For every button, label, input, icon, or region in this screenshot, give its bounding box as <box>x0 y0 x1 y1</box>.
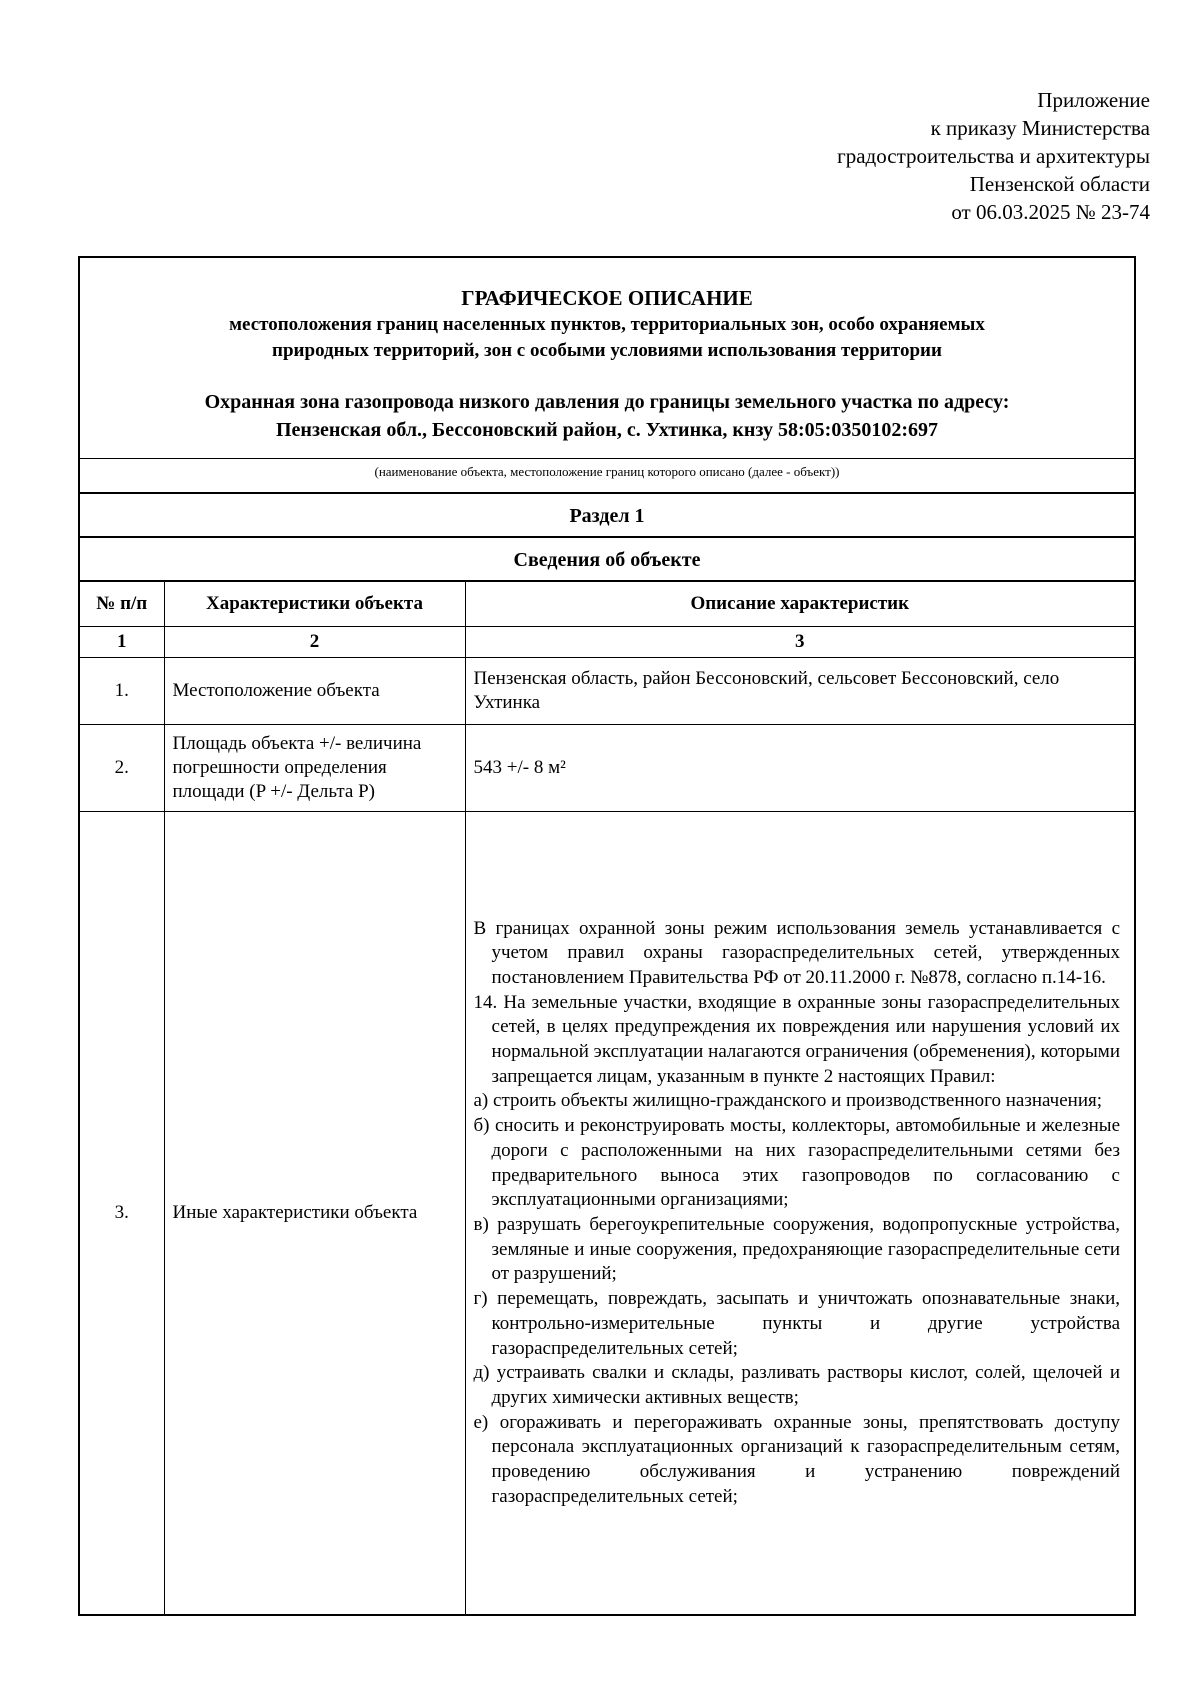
appendix-line: от 06.03.2025 № 23-74 <box>951 200 1150 224</box>
description-paragraph: 14. На земельные участки, входящие в охранные зоны газораспределительных сетей, в целях предупреждения их повреждения или нарушения условий их нормальной эксплуатации налагаются ограничения (обременения), которыми запрещается лицам, указанным в пункте 2 настоящих Правил: <box>473 991 1120 1087</box>
row-characteristic: Площадь объекта +/- величина погрешности определения площади (P +/- Дельта P) <box>164 725 465 812</box>
row-number: 1. <box>80 658 164 725</box>
section-title: Раздел 1 <box>80 492 1134 536</box>
row-number: 3. <box>80 812 164 1615</box>
description-paragraph: в) разрушать берегоукрепительные сооружения, водопропускные устройства, земляные и иные сооружения, предохраняющие газораспределительные сети от разрушений; <box>473 1214 1120 1285</box>
description-paragraph: г) перемещать, повреждать, засыпать и уничтожать опознавательные знаки, контрольно-измерительные пункты и другие устройства газораспределительных сетей; <box>473 1288 1120 1359</box>
appendix-line: Пензенской области <box>969 172 1150 196</box>
characteristics-table <box>80 580 1134 1614</box>
object-name-line: Пензенская обл., Бессоновский район, с. Ухтинка, кнзу 58:05:0350102:697 <box>276 419 938 441</box>
description-paragraph: В границах охранной зоны режим использования земель устанавливается с учетом правил охраны газораспределительных сетей, утвержденных постановлением Правительства РФ от 20.11.2000 г. №878, согласно п.14-16. <box>473 917 1120 988</box>
column-header: № п/п <box>80 581 164 627</box>
object-name-line: Охранная зона газопровода низкого давления до границы земельного участка по адресу: <box>204 391 1010 413</box>
column-number: 2 <box>164 627 465 658</box>
appendix-block <box>837 86 1150 226</box>
document-frame <box>78 256 1136 1616</box>
object-caption: (наименование объекта, местоположение границ которого описано (далее - объект)) <box>80 458 1134 492</box>
row-number: 2. <box>80 725 164 812</box>
column-number-row <box>80 627 1134 658</box>
document-subtitle-line: местоположения границ населенных пунктов, территориальных зон, особо охраняемых <box>229 314 985 335</box>
document-title: ГРАФИЧЕСКОЕ ОПИСАНИЕ <box>461 286 753 310</box>
description-paragraph: д) устраивать свалки и склады, разливать растворы кислот, солей, щелочей и других химически активных веществ; <box>473 1362 1120 1408</box>
object-name <box>80 388 1134 444</box>
table-row <box>80 812 1134 1615</box>
table-header-row <box>80 581 1134 627</box>
document-subtitle-line: природных территорий, зон с особыми условиями использования территории <box>272 340 942 361</box>
section-subtitle: Сведения об объекте <box>80 536 1134 580</box>
appendix-line: градостроительства и архитектуры <box>837 144 1150 168</box>
document-header <box>80 258 1134 458</box>
column-header: Описание характеристик <box>465 581 1134 627</box>
table-row <box>80 725 1134 812</box>
row-description: 543 +/- 8 м² <box>465 725 1134 812</box>
row-description <box>465 812 1134 1615</box>
description-paragraph: а) строить объекты жилищно-гражданского и производственного назначения; <box>473 1090 1103 1112</box>
description-paragraph: е) огораживать и перегораживать охранные зоны, препятствовать доступу персонала эксплуатационных организаций к газораспределительным сетям, проведению обслуживания и устранению повреждений газораспределительных сетей; <box>473 1411 1120 1507</box>
description-paragraph: б) сносить и реконструировать мосты, коллекторы, автомобильные и железные дороги с расположенными на них газораспределительными сетями без предварительного выноса этих газопроводов по согласованию с эксплуатационными организациями; <box>473 1115 1120 1211</box>
appendix-line: к приказу Министерства <box>930 116 1150 140</box>
table-row <box>80 658 1134 725</box>
row-characteristic: Местоположение объекта <box>164 658 465 725</box>
row-characteristic: Иные характеристики объекта <box>164 812 465 1615</box>
row-description: Пензенская область, район Бессоновский, сельсовет Бессоновский, село Ухтинка <box>465 658 1134 725</box>
column-number: 3 <box>465 627 1134 658</box>
column-header: Характеристики объекта <box>164 581 465 627</box>
column-number: 1 <box>80 627 164 658</box>
appendix-line: Приложение <box>1037 88 1150 112</box>
